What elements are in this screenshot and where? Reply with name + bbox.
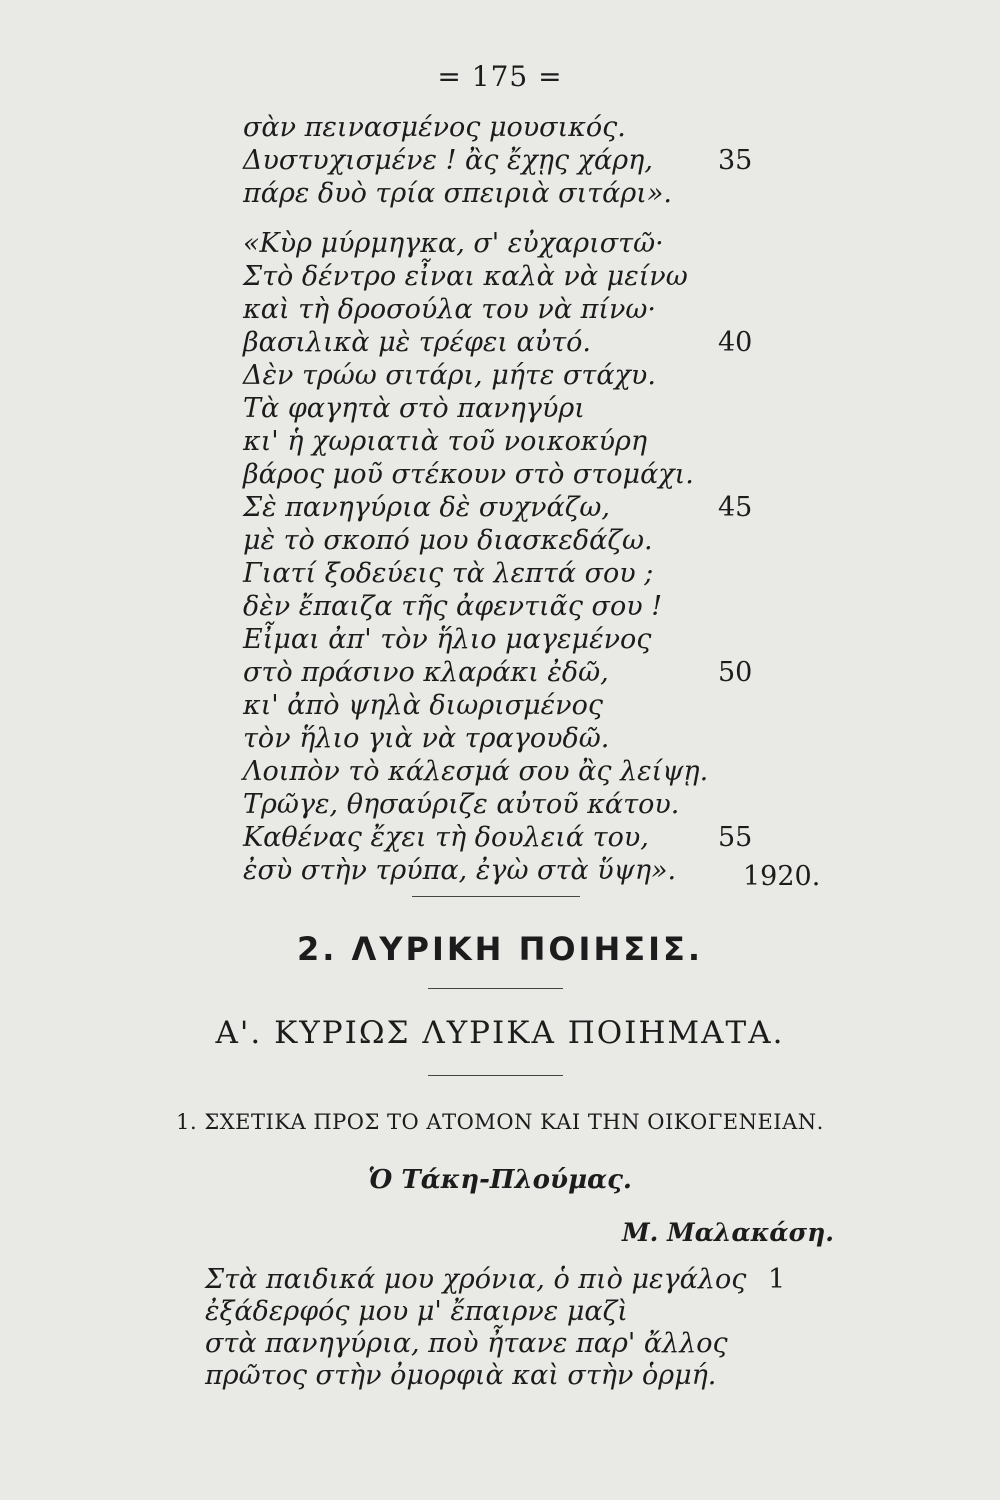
poem-line: τὸν ἥλιο γιὰ νὰ τραγουδῶ.	[243, 723, 610, 754]
poem-line: ἐξάδερφός μου μ' ἔπαιρνε μαζὶ	[205, 1296, 628, 1327]
poem-line: κι' ἀπὸ ψηλὰ διωρισμένος	[243, 690, 603, 721]
poem-line: Στὰ παιδικά μου χρόνια, ὁ πιὸ μεγάλος	[205, 1264, 747, 1295]
poem-line: «Κὺρ μύρμηγκα, σ' εὐχαριστῶ·	[243, 228, 664, 259]
poem-author: Μ. Μαλακάση.	[621, 1218, 834, 1247]
poem-line: καὶ τὴ δροσούλα του νὰ πίνω·	[243, 294, 656, 325]
poem-line: κι' ἡ χωριατιὰ τοῦ νοικοκύρη	[243, 426, 648, 457]
poem-line: δὲν ἔπαιζα τῆς ἀφεντιᾶς σου !	[243, 591, 663, 622]
page-number: = 175 =	[437, 60, 563, 93]
poem-line: Στὸ δέντρο εἶναι καλὰ νὰ μείνω	[243, 261, 688, 292]
section-title: 2. ΛΥΡΙΚΗ ΠΟΙΗΣΙΣ.	[296, 930, 704, 968]
line-number: 40	[718, 327, 753, 358]
poem-line: στὰ πανηγύρια, ποὺ ἦτανε παρ' ἄλλος	[205, 1328, 728, 1359]
poem-line: Τὰ φαγητὰ στὸ πανηγύρι	[243, 393, 585, 424]
poem-line: Δυστυχισμένε ! ἂς ἔχῃς χάρη,	[243, 145, 653, 176]
poem-line: βάρος μοῦ στέκουν στὸ στομάχι.	[243, 459, 694, 490]
poem-line: Λοιπὸν τὸ κάλεσμά σου ἂς λείψῃ.	[243, 756, 709, 787]
poem-line: μὲ τὸ σκοπό μου διασκεδάζω.	[243, 525, 653, 556]
line-number: 1	[768, 1264, 786, 1295]
poem-line: Εἶμαι ἀπ' τὸν ἥλιο μαγεμένος	[243, 624, 652, 655]
line-number: 35	[718, 145, 753, 176]
poem-line: Σὲ πανηγύρια δὲ συχνάζω,	[243, 492, 610, 523]
poem-line: πάρε δυὸ τρία σπειριὰ σιτάρι».	[243, 178, 672, 209]
poem-line: Τρῶγε, θησαύριζε αὐτοῦ κάτου.	[243, 789, 680, 820]
category-title: 1. ΣΧΕΤΙΚΑ ΠΡΟΣ ΤΟ ΑΤΟΜΟΝ ΚΑΙ ΤΗΝ ΟΙΚΟΓΕΝΕΙΑΝ.	[176, 1110, 824, 1134]
poem-line: σὰν πεινασμένος μουσικός.	[243, 112, 626, 143]
poem-line: στὸ πράσινο κλαράκι ἐδῶ,	[243, 657, 609, 688]
poem-title: Ὁ Τάκη-Πλούμας.	[368, 1165, 632, 1195]
divider	[428, 1075, 563, 1076]
poem-line: πρῶτος στὴν ὀμορφιὰ καὶ στὴν ὁρμή.	[205, 1360, 717, 1391]
poem-line: Καθένας ἔχει τὴ δουλειά του,	[243, 822, 649, 853]
line-number: 55	[718, 822, 753, 853]
poem-line: Γιατί ξοδεύεις τὰ λεπτά σου ;	[243, 558, 654, 589]
line-number: 50	[718, 657, 753, 688]
subsection-title: Α'. ΚΥΡΙΩΣ ΛΥΡΙΚΑ ΠΟΙΗΜΑΤΑ.	[215, 1015, 785, 1051]
divider	[412, 896, 580, 897]
poem-line: ἐσὺ στὴν τρύπα, ἐγὼ στὰ ὕψη».	[243, 855, 677, 886]
divider	[428, 988, 563, 989]
line-number: 45	[718, 492, 753, 523]
poem-year: 1920.	[743, 861, 821, 892]
poem-line: βασιλικὰ μὲ τρέφει αὐτό.	[243, 327, 591, 358]
poem-line: Δὲν τρώω σιτάρι, μήτε στάχυ.	[243, 360, 656, 391]
